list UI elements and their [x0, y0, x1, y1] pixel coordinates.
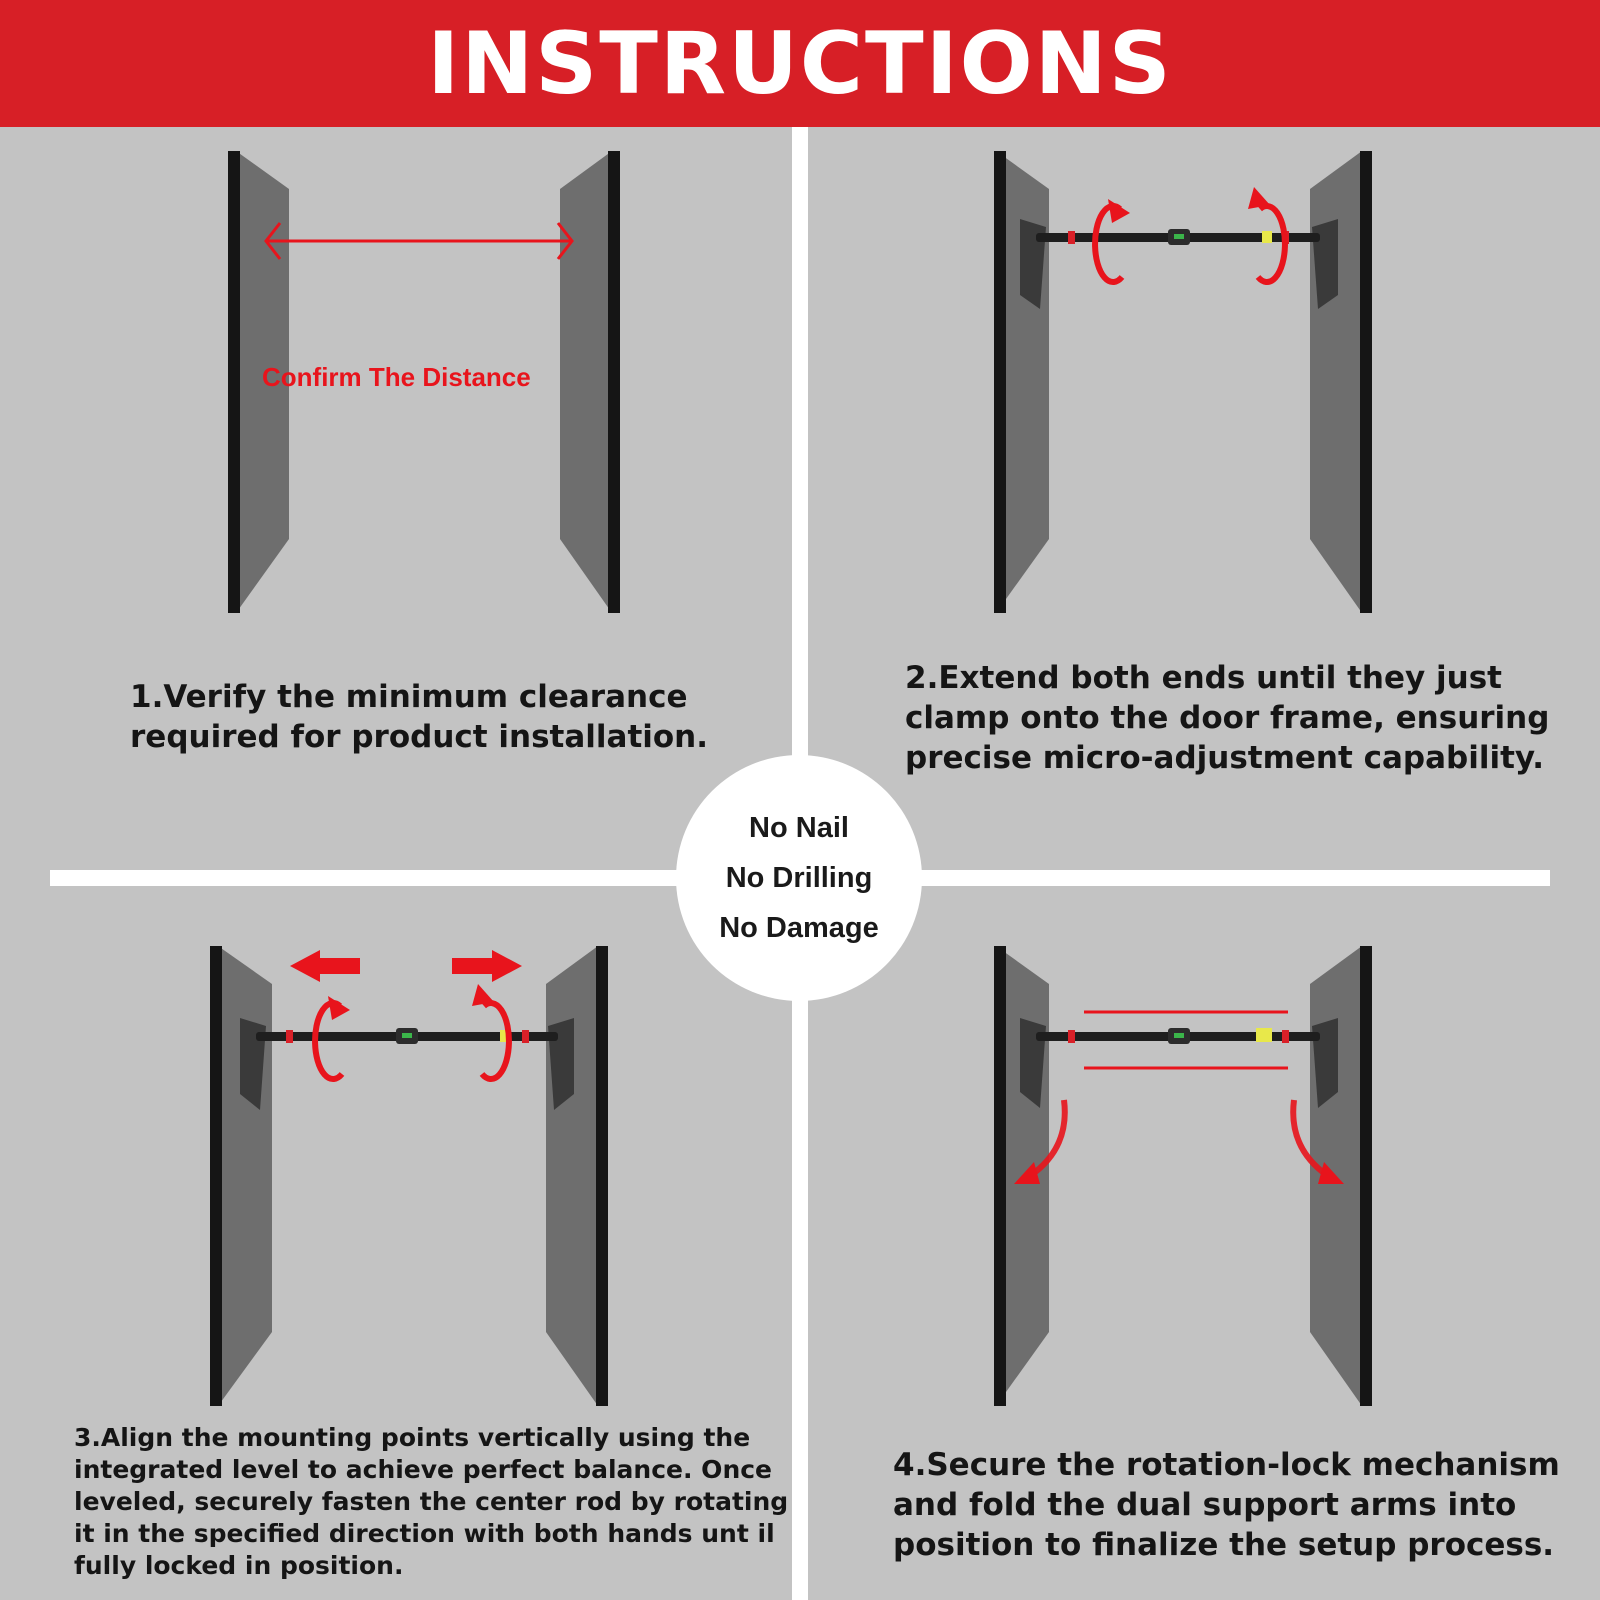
left-door-frame: [218, 946, 272, 1406]
badge-line-no-nail: No Nail: [749, 812, 849, 844]
step-2-caption: 2.Extend both ends until they just clamp onto the door frame, ensuring precise micro-adjustment capability.: [905, 660, 1550, 776]
rotate-arrow-icon: [1258, 206, 1285, 282]
badge-line-no-drilling: No Drilling: [725, 862, 873, 894]
step-4-diagram: [808, 940, 1598, 1410]
right-door-edge: [1360, 946, 1372, 1406]
instructions-banner: [0, 0, 1600, 127]
pull-up-bar-icon: [1020, 1018, 1338, 1108]
rotate-arrow-head-icon: [1108, 199, 1130, 223]
badge-line-no-damage: No Damage: [719, 912, 879, 944]
step-3-caption: 3.Align the mounting points vertically using the integrated level to achieve perfect balance. Once leveled, securely fasten the center rod by rotating it in the specified direction with both hands unt il fully locked in position.: [74, 1423, 789, 1580]
right-door-edge: [596, 946, 608, 1406]
left-door-edge: [994, 151, 1006, 613]
rotate-arrow-head-icon: [328, 996, 350, 1020]
step-3-diagram: [0, 940, 790, 1410]
right-door-edge: [608, 151, 620, 613]
no-damage-badge: [676, 755, 922, 1001]
confirm-distance-label: Confirm The Distance: [262, 362, 531, 392]
right-door-frame: [560, 151, 612, 613]
page-title: INSTRUCTIONS: [427, 13, 1173, 114]
left-door-edge: [994, 946, 1006, 1406]
pull-up-bar-icon: [240, 1018, 574, 1110]
left-door-edge: [228, 151, 240, 613]
right-door-edge: [1360, 151, 1372, 613]
right-push-arrow-icon: [452, 950, 522, 982]
pull-up-bar-icon: [1020, 219, 1338, 309]
step-2-diagram: [808, 127, 1598, 647]
right-door-frame: [546, 946, 598, 1406]
left-door-edge: [210, 946, 222, 1406]
step-1-caption: 1.Verify the minimum clearance required for product installation.: [130, 679, 709, 755]
left-push-arrow-icon: [290, 950, 360, 982]
distance-arrow-icon: [266, 223, 572, 259]
step-4-caption: 4.Secure the rotation-lock mechanism and fold the dual support arms into position to finalize the setup process.: [893, 1447, 1560, 1563]
